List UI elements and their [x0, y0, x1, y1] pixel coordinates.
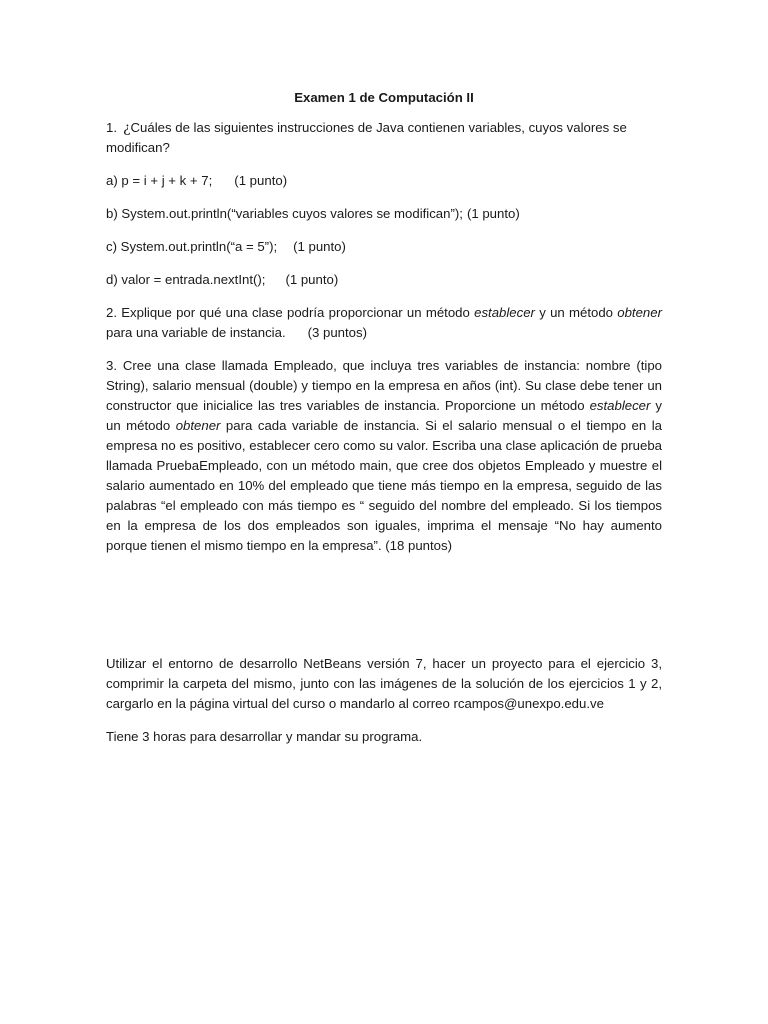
option-c	[106, 237, 662, 257]
option-a	[106, 171, 662, 191]
option-b	[106, 204, 662, 224]
question-2-em-establecer: establecer	[474, 305, 535, 320]
exam-document	[106, 88, 662, 760]
question-1	[106, 118, 662, 158]
instructions-paragraph: Utilizar el entorno de desarrollo NetBeans versión 7, hacer un proyecto para el ejercicio 3, comprimir la carpeta del mismo, junto con las imágenes de la solución de los ejercicios 1 y 2, cargarlo en la página virtual del curso o mandarlo al correo rcampos@unexpo.edu.ve	[106, 656, 662, 711]
option-a-code: a) p = i + j + k + 7;	[106, 173, 213, 188]
option-b-code: b) System.out.println(“variables cuyos valores se modifican”);	[106, 206, 463, 221]
question-2-points: (3 puntos)	[307, 325, 368, 340]
option-d-points: (1 punto)	[285, 272, 339, 287]
question-3-em-obtener: obtener	[175, 418, 221, 433]
question-2-text-c: para una variable de instancia.	[106, 325, 286, 340]
option-b-points: (1 punto)	[466, 206, 520, 221]
question-2-em-obtener: obtener	[617, 305, 662, 320]
exam-title: Examen 1 de Computación II	[294, 90, 474, 105]
blank-space	[106, 569, 662, 654]
question-3-em-establecer: establecer	[589, 398, 651, 413]
question-3	[106, 356, 662, 556]
time-note: Tiene 3 horas para desarrollar y mandar su programa.	[106, 729, 423, 744]
question-1-text: Cuáles de las siguientes instrucciones de Java contienen variables, cuyos valores se modifican?	[106, 120, 627, 155]
question-1-number: 1.	[106, 120, 117, 135]
question-2	[106, 303, 662, 343]
question-1-inverted-mark: ¿	[123, 120, 131, 136]
question-3-text-b: y un método	[106, 398, 662, 433]
option-c-points: (1 punto)	[293, 239, 346, 254]
option-d	[106, 270, 662, 290]
option-c-code: c) System.out.println(“a = 5”);	[106, 239, 278, 254]
question-2-text-a: 2. Explique por qué una clase podría proporcionar un método	[106, 305, 475, 320]
question-3-text-c: para cada variable de instancia. Si el salario mensual o el tiempo en la empresa no es positivo, establecer cero como su valor. Escriba una clase aplicación de prueba llamada PruebaEmpleado, con un método main, que cree dos objetos Empleado y muestre el salario aumentado en 10% del empleado que tiene más tiempo en la empresa, seguido de las palabras “el empleado con más tiempo es “ seguido del nombre del empleado. Si los tiempos en la empresa de los dos empleados son iguales, imprima el mensaje “No hay aumento porque tienen el mismo tiempo en la empresa”. (18 puntos)	[106, 418, 662, 553]
question-3-text-a: 3. Cree una clase llamada Empleado, que incluya tres variables de instancia: nombre (tipo String), salario mensual (double) y tiempo en la empresa en años (int). Su clase debe tener un constructor que inicialice las tres variables de instancia. Proporcione un método	[106, 358, 662, 413]
option-a-points: (1 punto)	[234, 173, 288, 188]
option-d-code: d) valor = entrada.nextInt();	[106, 272, 266, 287]
question-2-text-b: y un método	[534, 305, 618, 320]
